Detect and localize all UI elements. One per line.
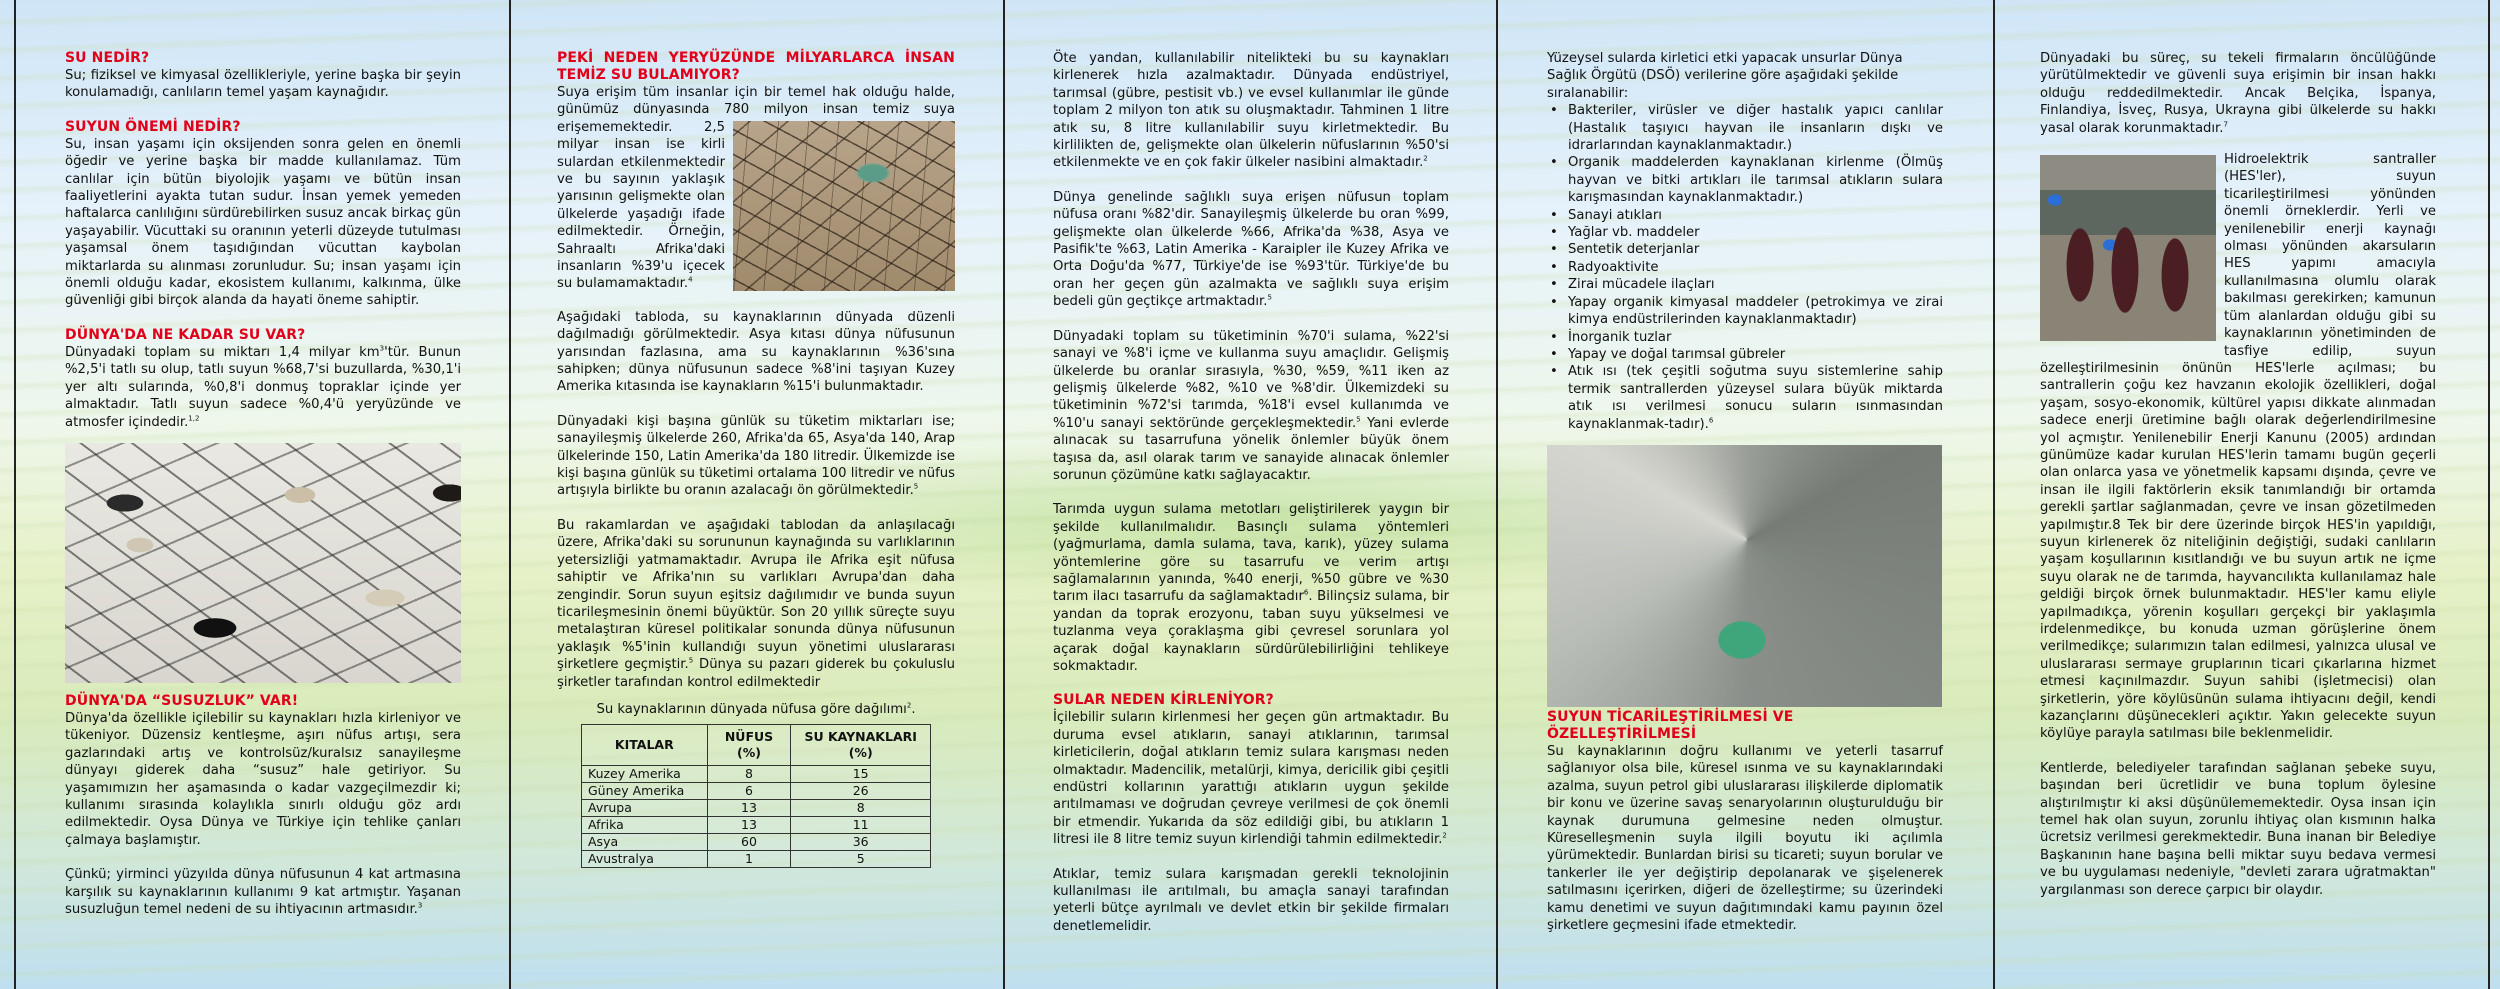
list-item: • Radyoaktivite <box>1547 259 1943 276</box>
table-row: Asya 60 36 <box>582 834 931 851</box>
list-item: • Zirai mücadele ilaçları <box>1547 276 1943 293</box>
table-row: Güney Amerika 6 26 <box>582 783 931 800</box>
wrap-block <box>557 119 955 295</box>
paragraph-afrika-su-sorunu: Bu rakamlardan ve aşağıdaki tablodan da anlaşılacağı üzere, Afrika'daki su sorununun kaynağında su varlıklarının yetersizliği yatmamaktadır. Avrupa ile Afrika eşit nüfusa sahiptir ve Afrika'nın su varlıkları Avrupa'dan daha zengindir. Sorun suyun eşitsiz dağılımıdır ve bunda suyun ticarileşmesinin önemi büyüktür. Son 20 yıllık süreçte suyu metalaştıran küresel politikalar sonunda dünya nüfusunun yaklaşık %5'inin kullandığı suyun yönetimi uluslararası şirketlere geçmiştir.$^5$ Dünya su pazarı giderek bu çokuluslu şirketler tarafından kontrol edilmektedir <box>557 517 955 690</box>
list-item: • İnorganik tuzlar <box>1547 329 1943 346</box>
list-item: • Yapay ve doğal tarımsal gübreler <box>1547 346 1943 363</box>
table-row: Kuzey Amerika 8 15 <box>582 766 931 783</box>
paragraph-dso-intro: Yüzeysel sularda kirletici etki yapacak unsurlar Dünya Sağlık Örgütü (DSÖ) verilerine göre aşağıdaki şekilde sıralanabilir: <box>1547 51 1903 101</box>
heading-sular-neden-kirleniyor: SULAR NEDEN KİRLENİYOR? <box>1053 692 1274 709</box>
table-header-row <box>582 725 931 766</box>
pollutant-list <box>1547 102 1943 433</box>
heading-su-nedir: SU NEDİR? <box>65 50 150 66</box>
table-row: Afrika 13 11 <box>582 817 931 834</box>
list-item: • Yağlar vb. maddeler <box>1547 224 1943 241</box>
list-item: • Atık ısı (tek çeşitli soğutma suyu sistemlerine sahip termik santrallerden yüzeysel sulara büyük miktarda atık ısı verilmesi sonucu suların ısınmasından kaynaklanmak-tadır).$^6$ <box>1547 363 1943 433</box>
paragraph-tarimda-sulama: Tarımda uygun sulama metotları geliştirilerek yaygın bir şekilde kullanılmalıdır. Basınçlı sulama yöntemleri (yağmurlama, damla sulama, tava, karık), yüzey sulama yöntemlerine göre su tasarrufu ve verim artışı sağlamalarının yanında, %40 enerji, %50 gübre ve %30 tarım ilacı tasarrufu da sağlamaktadır$^6$. Bilinçsiz sulama, bir yandan da toprak erozyonu, taban suyu yükselmesi ve tuzlanma veya çoraklaşma gibi çevresel sorunlara yol açarak doğal kaynakların sürdürülebilirliğini tehlikeye sokmaktadır. <box>1053 502 1450 674</box>
paragraph-ticarilestirme: Su kaynaklarının doğru kullanımı ve yeterli tasarruf sağlanıyor olsa bile, küresel ısınma ve su kaynaklarındaki azalma, suyun petrol gibi uluslararası ilişkilerde diplomatik bir konu ve üzerine savaş senaryolarının oluşturulduğu bir kaynak durumuna gelmesine neden olmuştur. Küreselleşmenin suyla ilgili boyutu iki açılımla yürümektedir. Bunlardan birisi su ticareti; suyun borular ve tankerler ile yer değiştirip depolanarak ve şişelenerek satılmasını içerirken, diğeri de özelleştirme; su üzerindeki kamu denetimi ve suyun dağıtımındaki kamu payının özel şirketlere geçmesini ifade etmektedir. <box>1547 743 1943 933</box>
paragraph-suyun-onemi: Su, insan yaşamı için oksijenden sonra gelen en önemli öğedir ve yerine başka bir madde kullanılamaz. Tüm canlılar için bütün biyolojik yaşamı ve bütün insan faaliyetlerini ayakta tutan sudur. İnsan yemek yemeden haftalarca canlılığını sürdürebilirken susuz ancak birkaç gün yaşayabilir. Vücuttaki su oranının yeterli düzeyde tutulması yaşamsal önem taşıdığından vücuttan kaybolan miktarlarda su alınması zorunludur. Su; insan yaşamı için önemli olduğu kadar, ekosistem kullanımı, kalkınma, ülke güvenliği gibi birçok alanda da hayati öneme sahiptir. <box>65 136 461 309</box>
heading-ticarilestirme-ozellestirme: SUYUN TİCARİLEŞTİRİLMESİ VE ÖZELLEŞTİRİLMESİ <box>1547 708 1794 742</box>
list-item: • Organik maddelerden kaynaklanan kirlenme (Ölmüş hayvan ve bitki artıkları ile tarımsal atıkların sulara karışmasından kaynaklanmaktadır.) <box>1547 154 1943 206</box>
paragraph-cunku: Çünkü; yirminci yüzyılda dünya nüfusunun 4 kat artmasına karşılık su kaynaklarının kullanımı 9 kat artmıştır. Yaşanan susuzluğun temel nedeni de su ihtiyacının artmasıdır.$^3$ <box>65 867 461 917</box>
paragraph-su-tekeli: Dünyadaki bu süreç, su tekeli firmaların öncülüğünde yürütülmektedir ve güvenli suya erişimin bir insan hakkı olduğu reddedilmektedir. Ancak Belçika, İspanya, Finlandiya, İsveç, Rusya, Ukrayna gibi ülkelerde su hakkı yasal olarak korunmaktadır.$^7$ <box>2040 51 2436 136</box>
paragraph-kentlerde-sebeke-suyu: Kentlerde, belediyeler tarafından sağlanan şebeke suyu, başından beri ücretlidir ve buna toplum öylesine alıştırılmıştır ki aksi düşünülememektedir. Oysa insan için temel hak olan suyun, zorunlu ihtiyaç olan kısmının halka ücretsiz verilmesi gerekmektedir. Buna inanan bir Belediye Başkanının hane başına belli miktar suyu bedava vermesi ve bu uygulaması nedeniyle, "devleti zarara uğratmaktan" yargılanması son derece çarpıcı bir olaydır. <box>2040 760 2436 898</box>
table-caption: Su kaynaklarının dünyada nüfusa göre dağılımı$^2$. <box>596 701 916 717</box>
panel-5-content <box>2040 50 2436 899</box>
water-distribution-table <box>581 724 931 868</box>
panel-2-content <box>557 50 955 868</box>
paragraph-gunluk-tuketim: Dünyadaki kişi başına günlük su tüketim miktarları ise; sanayileşmiş ülkelerde 260, Afrika'da 65, Asya'da 140, Arap ülkelerinde 150, Latin Amerika'da 180 litredir. Ülkemizde ise kişi başına günlük su tüketimi ortalama 100 litredir ve nüfus artışıyla birlikte bu oranın azalacağı ön görülmektedir.$^5$ <box>557 413 955 499</box>
table-row: Avrupa 13 8 <box>582 800 931 817</box>
paragraph-ote-yandan: Öte yandan, kullanılabilir nitelikteki bu su kaynakları kirlenerek hızla azalmaktadır. Dünyada endüstriyel, tarımsal (gübre, pestisit vb.) ve evsel kullanımlar ile günde toplam 2 milyon ton atık su oluşmaktadır. Tahminen 1 litre atık su, 8 litre kullanılabilir suyu kirletmektedir. Bu kirlilikten de, gelişmekte olan ülkelerin nüfuslarının %50'si etkilenmekte ve en çok fakir ülkeler nasibini almaktadır.$^2$ <box>1053 51 1449 171</box>
column-header-nufus: NÜFUS (%) <box>707 725 791 766</box>
panel-1-content <box>65 50 461 918</box>
list-item: • Yapay organik kimyasal maddeler (petrokimya ve zirai kimya endüstrilerinden kaynaklanmaktadır) <box>1547 294 1943 329</box>
table-row: Avustralya 1 5 <box>582 851 931 868</box>
drought-goats-photo <box>65 443 461 683</box>
paragraph-su-nedir: Su; fiziksel ve kimyasal özellikleriyle, yerine başka bir şeyin konulamadığı, canlıların temel yaşam kaynağıdır. <box>65 68 461 101</box>
dam-construction-photo <box>1547 445 1942 707</box>
paragraph-hes: Hidroelektrik santraller (HES'ler), suyun ticarileştirilmesi yönünden önemli örneklerdir. Yerli ve yenilenebilir enerji kaynağı olması yönünden akarsuların HES yapımı amacıyla kullanılmasına olumlu olarak bakılması gerekirken; kamunun tüm alanlardan olduğu gibi su kaynaklarının yönetiminden de tasfiye edilip, suyun özelleştirilmesinin önünün HES'lerle açılması; bu santrallerin çoğu kez havzanın ekolojik özellikleri, doğal yaşam, sosyo-ekonomik, kültürel yapısı dikkate alınmadan sadece enerji üretimine bağlı olarak değerlendirilmesine yol açmıştır. Yenilenebilir Enerji Kanunu (2005) ardından günümüze kadar kurulan HES'lerin tamamı bugün geçerli olan onlarca yasa ve yönetmelik kapsamı dışında, çevre ve insan ile ilgili faktörlerin eksik tanımlandığı bir ortamda gerekli şartlar sağlanmadan, çevre ve insan gözetilmeden yapılmıştır.8 Tek bir dere üzerinde birçok HES'in yapıldığı, suyun kirlenerek öz niteliğinin değiştiği, sudaki canlıların yaşam koşullarının kısıtlandığı ve bu suyun artık ne içme suyu olarak ne de tarımda, hayvancılıkta kullanılamaz hale geldiği birçok örnek bulunmaktadır. HES'ler kamu eliyle yapılmadıkça, yörenin koşulları gerçekçi bir yaklaşımla irdelenmedikçe, bu konuda uzman görüşlerine önem verilmedikçe; sularımızın talan edilmesi, yalnızca ulusal ve uluslararası sermaye gruplarının ticari çıkarlarına hizmet etmesi kaçınılmazdır. Suyun sahibi (işletmecisi) olan şirketlerin, yöre köylüsünün sulama ihtiyacını değil, kendi kazançlarını düşünecekleri açıktır. Yakın gelecekte suyun köylüye parayla satılması bile beklenmelidir. <box>2040 152 2436 742</box>
column-header-kitalar: KITALAR <box>582 725 708 766</box>
panel-4-content <box>1547 50 1943 934</box>
paragraph-toplam-su-tuketimi: Dünyadaki toplam su tüketiminin %70'i sulama, %22'si sanayi ve %8'i içme ve kullanma suyu amaçlıdır. Gelişmiş ülkelerde bu oranlar sırasıyla, %30, %59, %11 iken az gelişmiş ülkelerde %82, %10 ve %8'dir. Ülkemizdeki su tüketiminin %72'si tarımda, %18'i evsel kullanımda ve %10'u sanayi sektöründe gerçekleşmektedir.$^5$ Yani evlerde alınacak su tasarrufuna yönelik önlemler büyük önem taşısa da, asıl olarak tarım ve sanayide alınacak önlemler sorunun çözümüne katkı sağlayacaktır. <box>1053 328 1449 483</box>
paragraph-dunyada-ne-kadar-su: Dünyadaki toplam su miktarı 1,4 milyar $km^3'tür$. Bunun %2,5'i tatlı su olup, tatlı suyun %68,7'si buzullarda, %30,1'i yer altı sularında, %0,8'i donmuş topraklar içinde yer almaktadır. Tatlı suyun sadece %0,4'ü yeryüzünde ve atmosfer içindedir.$^{1,2}$ <box>65 344 462 430</box>
column-header-su-kaynaklari: SU KAYNAKLARI (%) <box>791 725 931 766</box>
paragraph-susuzluk: Dünya'da özellikle içilebilir su kaynakları hızla kirleniyor ve tükeniyor. Düzensiz kentleşme, aşırı nüfus artışı, sera gazlarındaki artış ve kontrolsüz/kuralsız sanayileşme dünyayı giderek daha “susuz” hale getiriyor. Su yaşamımızın her aşamasında o kadar vazgeçilmezdir ki; kullanımı sırasında kolaylıkla sınırlı olduğu göz ardı edilmektedir. Oysa Dünya ve Türkiye için tehlike çanları çalmaya başlamıştır. <box>65 710 461 848</box>
paragraph-kirlenme-nedenleri: İçilebilir suların kirlenmesi her geçen gün artmaktadır. Bu duruma evsel atıkların, sanayi atıklarının, tarımsal kirleticilerin, doğal atıkların temiz sulara karışması neden olmaktadır. Madencilik, metalürji, kimya, dericilik gibi çeşitli endüstri kollarının yarattığı atıkların uygun şekilde arıtılmaması ve doğrudan çevreye verilmesi de çok önemli bir etmendir. Yukarıda da söz edildiği gibi, bu atıkların 1 litresi ile 8 litre temiz suyun kirlendiği tahmin edilmektedir.$^2$ <box>1053 710 1449 848</box>
hydroelectric-penstock-photo <box>2040 155 2216 341</box>
paragraph-temel-hak-top: Suya erişim tüm insanlar için bir temel hak olduğu halde, günümüz dünyasında 780 milyon insan temiz suya <box>557 85 955 118</box>
heading-suyun-onemi: SUYUN ÖNEMİ NEDİR? <box>65 118 241 135</box>
heading-neden-temiz-su-bulamiyor: PEKİ NEDEN YERYÜZÜNDE MİLYARLARCA İNSAN TEMİZ SU BULAMIYOR? <box>557 50 955 83</box>
heading-susuzluk-var: DÜNYA'DA “SUSUZLUK” VAR! <box>65 692 299 709</box>
paragraph-atiklar: Atıklar, temiz sulara karışmadan gerekli teknolojinin kullanılması ile arıtılmalı, bu amaçla sanayi tarafından yeterli bütçe ayrılmalı ve devlet etkin bir şekilde firmaları denetlemelidir. <box>1053 866 1449 934</box>
paragraph-temel-hak-wrap: erişememektedir. 2,5 milyar insan ise kirli sulardan etkilenmektedir ve bu sayının yaklaşık yarısının gelişmekte olan ülkelerde yaşadığı ifade edilmektedir. Örneğin, Sahraaltı Afrika'daki insanların %39'u içecek su bulamamaktadır.$^4$ <box>557 119 725 292</box>
list-item: • Bakteriler, virüsler ve diğer hastalık yapıcı canlılar (Hastalık taşıyıcı hayvan ile insanların dışkı ve idrarlarından kaynaklanmaktadır.) <box>1547 102 1943 154</box>
panel-3-content <box>1053 50 1449 935</box>
list-item: • Sentetik deterjanlar <box>1547 241 1943 258</box>
paragraph-tablo-aciklama: Aşağıdaki tabloda, su kaynaklarının dünyada düzenli dağılmadığı görülmektedir. Asya kıtası dünya nüfusunun yarısından fazlasına, ama su kaynaklarının %36'sına sahipken; dünya nüfusunun sadece %8'ini taşıyan Kuzey Amerika kıtasında ise kaynakların %15'i bulunmaktadır. <box>557 309 955 395</box>
heading-dunyada-ne-kadar-su: DÜNYA'DA NE KADAR SU VAR? <box>65 326 306 343</box>
list-item: • Sanayi atıkları <box>1547 207 1943 224</box>
paragraph-saglikli-suya-erisim: Dünya genelinde sağlıklı suya erişen nüfusun toplam nüfusa oranı %82'dir. Sanayileşmiş ülkelerde bu oran %99, gelişmekte olan ülkelerde %66, Afrika'da %38, Asya ve Pasifik'te %63, Latin Amerika - Karaipler ile Kuzey Afrika ve Orta Doğu'da %77, Türkiye'de ise %93'tür. Türkiye'de bu oran her geçen gün azalmakta ve sağlıklı suya erişim bedeli gün geçtikçe artmaktadır.$^5$ <box>1053 189 1449 310</box>
cracked-earth-photo <box>733 121 955 291</box>
